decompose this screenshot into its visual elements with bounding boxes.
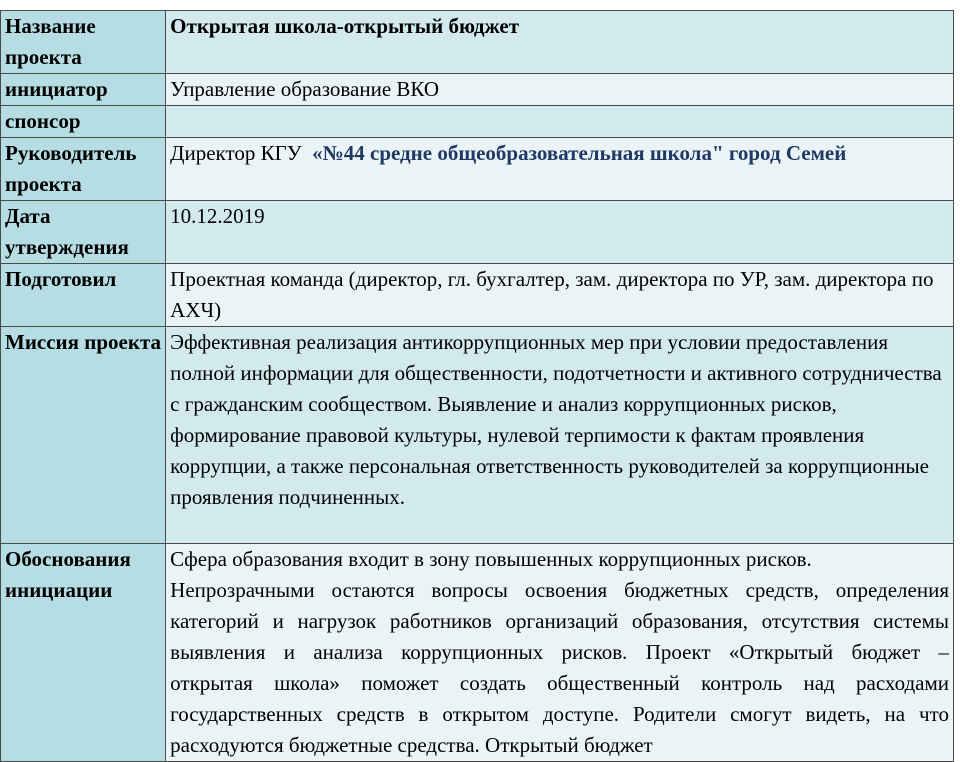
row-label: Обоснования инициации (1, 544, 166, 762)
project-passport-table (0, 10, 954, 762)
table-row (1, 544, 954, 762)
sponsor-value (166, 106, 954, 138)
table-row (1, 11, 954, 74)
justification-line: открытая школа» поможет создать общественный контроль над расходами (170, 671, 949, 695)
table-row (1, 138, 954, 201)
justification-value (166, 544, 954, 762)
row-label: инициатор (1, 74, 166, 106)
row-label: Дата утверждения (1, 201, 166, 264)
table-row (1, 264, 954, 327)
row-label: Миссия проекта (1, 327, 166, 544)
table-row (1, 201, 954, 264)
manager-prefix: Директор КГУ (170, 141, 302, 165)
justification-line: Непрозрачными остаются вопросы освоения бюджетных средств, определения (170, 578, 949, 602)
justification-line: расходуются бюджетные средства. Открытый бюджет (170, 733, 653, 757)
justification-line: выявления и анализа коррупционных рисков. Проект «Открытый бюджет – (170, 640, 949, 664)
approval-date-value: 10.12.2019 (166, 201, 954, 264)
row-label: Руководитель проекта (1, 138, 166, 201)
project-name-value: Открытая школа-открытый бюджет (166, 11, 954, 74)
prepared-by-value: Проектная команда (директор, гл. бухгалтер, зам. директора по УР, зам. директора по АХЧ) (166, 264, 954, 327)
school-name: «№44 средне общеобразовательная школа" город Семей (312, 141, 847, 165)
row-label: спонсор (1, 106, 166, 138)
table-row (1, 327, 954, 544)
row-label: Подготовил (1, 264, 166, 327)
initiator-value: Управление образование ВКО (166, 74, 954, 106)
mission-value: Эффективная реализация антикоррупционных мер при условии предоставления полной информации для общественности, подотчетности и активного сотрудничества с гражданским сообществом. Выявление и анализ коррупционных рисков, формирование правовой культуры, нулевой терпимости к фактам проявления коррупции, а также персональная ответственность руководителей за коррупционные проявления подчиненных. (166, 327, 954, 544)
table-row (1, 74, 954, 106)
manager-value (166, 138, 954, 201)
justification-line: категорий и нагрузок работников организаций образования, отсутствия системы (170, 609, 949, 633)
table-row (1, 106, 954, 138)
row-label: Название проекта (1, 11, 166, 74)
justification-line: государственных средств в открытом доступе. Родители смогут видеть, на что (170, 702, 949, 726)
justification-line: Сфера образования входит в зону повышенных коррупционных рисков. (170, 547, 812, 571)
